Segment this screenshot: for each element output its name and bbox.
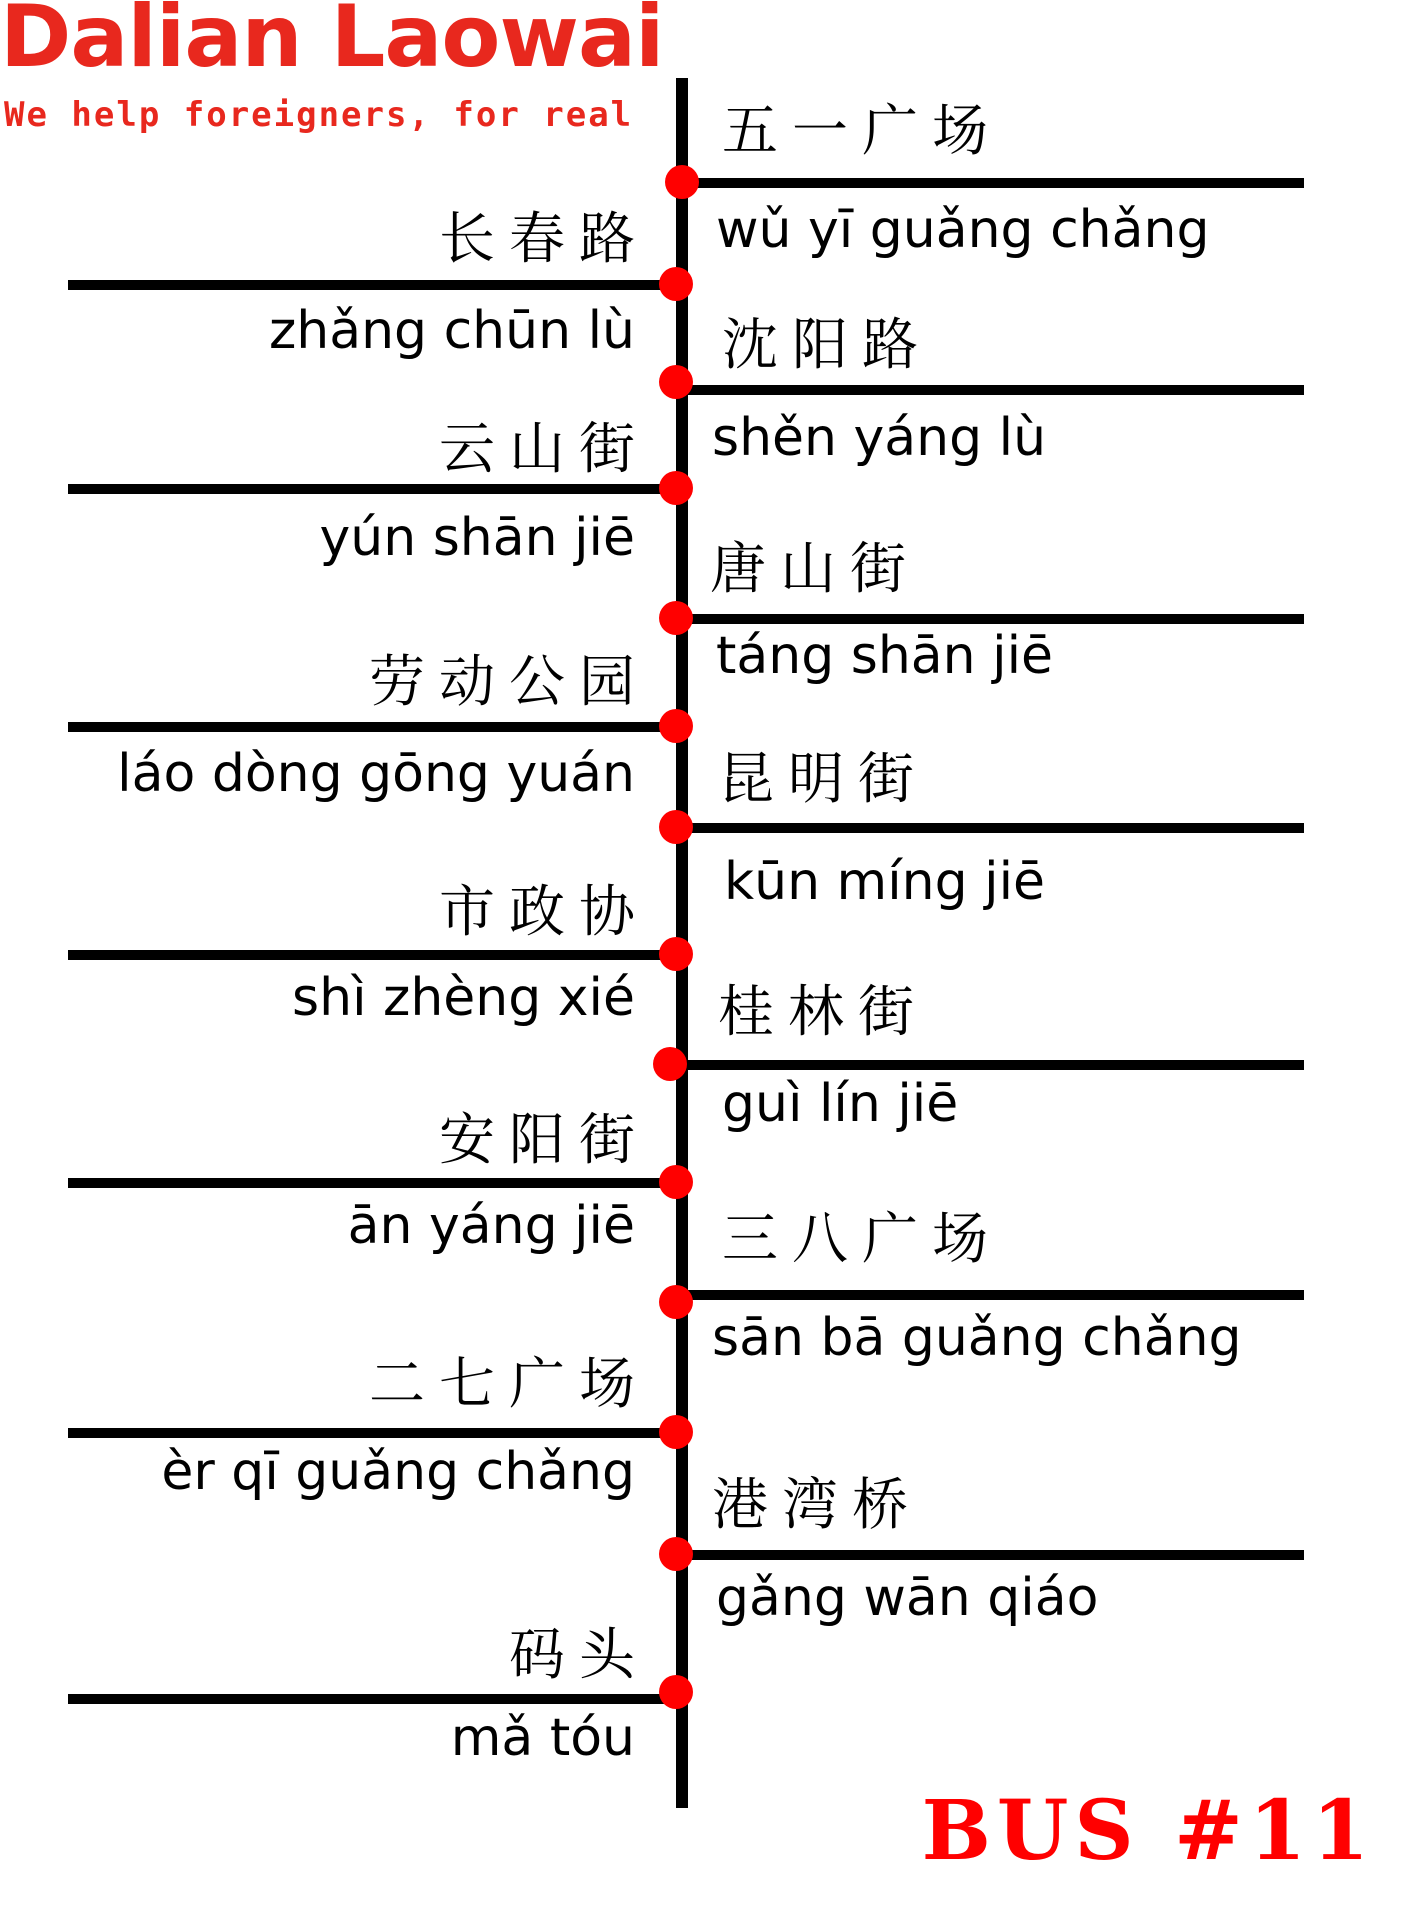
branch-line-right [682, 614, 1304, 624]
stop-pinyin-name: yún shān jiē [319, 508, 635, 568]
bus-route-label: BUS #11 [921, 1783, 1375, 1879]
stop-marker-dot [659, 937, 693, 971]
stop-chinese-name: 二七广场 [369, 1352, 649, 1417]
stop-pinyin-name: sān bā guǎng chǎng [712, 1308, 1242, 1368]
stop-pinyin-name: ān yáng jiē [347, 1196, 635, 1256]
stop-marker-dot [659, 1165, 693, 1199]
branch-line-right [682, 1060, 1304, 1070]
stop-chinese-name: 唐山街 [710, 537, 920, 602]
stop-pinyin-name: shěn yáng lù [712, 408, 1047, 468]
stop-chinese-name: 沈阳路 [722, 313, 932, 378]
stop-chinese-name: 五一广场 [722, 99, 1002, 164]
stop-chinese-name: 昆明街 [718, 747, 928, 812]
branch-line-left [68, 1428, 682, 1438]
stop-marker-dot [659, 1285, 693, 1319]
stop-pinyin-name: guì lín jiē [722, 1074, 959, 1134]
stop-marker-dot [659, 601, 693, 635]
stop-chinese-name: 港湾桥 [712, 1473, 922, 1538]
stop-chinese-name: 安阳街 [439, 1108, 649, 1173]
branch-line-left [68, 1178, 682, 1188]
stop-chinese-name: 三八广场 [722, 1207, 1002, 1272]
branch-line-right [682, 1290, 1304, 1300]
branch-line-left [68, 950, 682, 960]
branch-line-right [682, 823, 1304, 833]
stop-chinese-name: 云山街 [439, 417, 649, 482]
stop-pinyin-name: láo dòng gōng yuán [117, 744, 635, 804]
branch-line-left [68, 484, 682, 494]
stop-pinyin-name: mǎ tóu [450, 1708, 635, 1768]
stop-chinese-name: 码头 [509, 1623, 649, 1688]
stop-marker-dot [659, 709, 693, 743]
stop-marker-dot [659, 1415, 693, 1449]
stop-pinyin-name: wǔ yī guǎng chǎng [716, 200, 1210, 260]
stop-marker-dot [653, 1047, 687, 1081]
stop-chinese-name: 劳动公园 [369, 650, 649, 715]
logo-tagline: We help foreigners, for real [4, 95, 634, 135]
stop-marker-dot [659, 810, 693, 844]
stop-pinyin-name: shì zhèng xié [292, 968, 635, 1028]
stop-marker-dot [659, 471, 693, 505]
logo-title: Dalian Laowai [0, 0, 664, 87]
branch-line-right [682, 385, 1304, 395]
stop-pinyin-name: kūn míng jiē [724, 852, 1046, 912]
stop-marker-dot [659, 267, 693, 301]
stop-pinyin-name: èr qī guǎng chǎng [161, 1442, 635, 1502]
branch-line-right [682, 178, 1304, 188]
stop-marker-dot [659, 1675, 693, 1709]
stop-pinyin-name: zhǎng chūn lù [268, 301, 635, 361]
branch-line-left [68, 1694, 682, 1704]
stop-marker-dot [659, 365, 693, 399]
stop-pinyin-name: táng shān jiē [716, 626, 1054, 686]
stop-chinese-name: 市政协 [439, 880, 649, 945]
branch-line-left [68, 722, 682, 732]
stop-chinese-name: 桂林街 [718, 980, 928, 1045]
stop-marker-dot [665, 165, 699, 199]
stop-marker-dot [659, 1537, 693, 1571]
stop-chinese-name: 长春路 [439, 207, 649, 272]
branch-line-right [682, 1550, 1304, 1560]
stop-pinyin-name: gǎng wān qiáo [716, 1568, 1099, 1628]
branch-line-left [68, 280, 682, 290]
